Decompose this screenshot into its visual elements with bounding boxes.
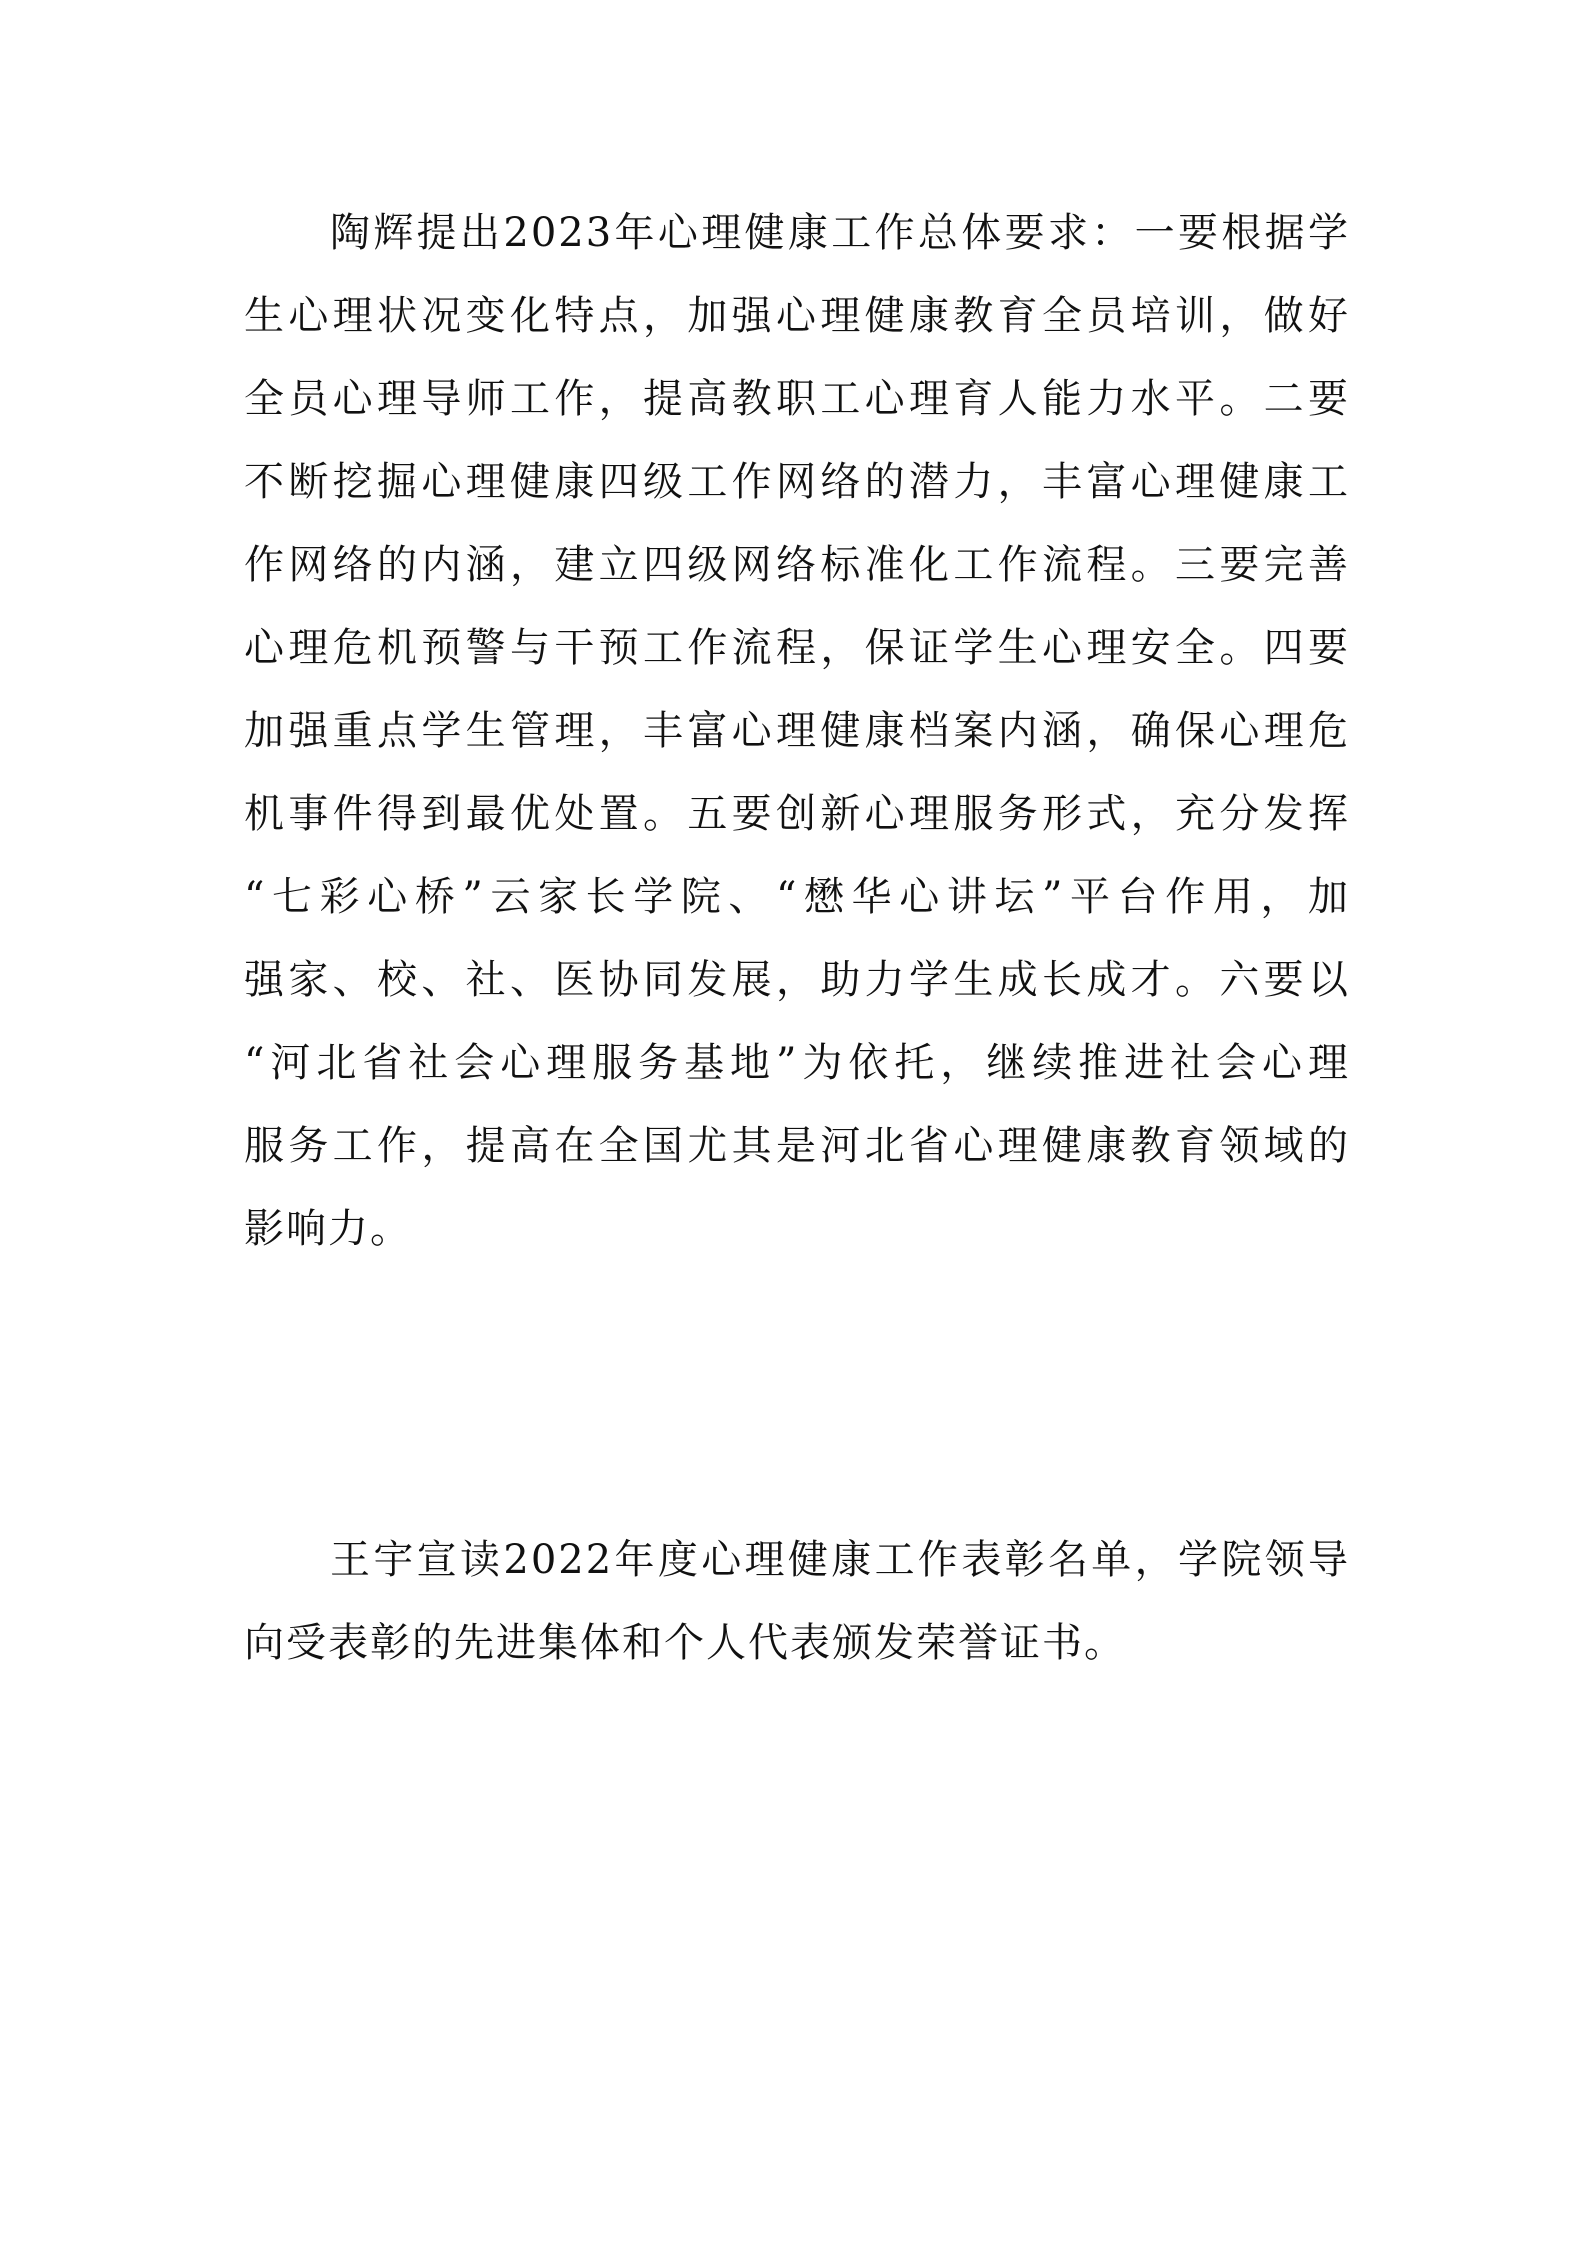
paragraph-line: 王宇宣读2022年度心理健康工作表彰名单，学院领导: [330, 1537, 1350, 1583]
paragraph-line: “河北省社会心理服务基地”为依托，继续推进社会心理: [244, 1040, 1350, 1086]
paragraph-line: 强家、校、社、医协同发展，助力学生成长成才。六要以: [244, 957, 1350, 1003]
paragraph-line: 服务工作，提高在全国尤其是河北省心理健康教育领域的: [244, 1123, 1350, 1169]
paragraph-line: 机事件得到最优处置。五要创新心理服务形式，充分发挥: [244, 791, 1350, 837]
paragraph-commendation: [244, 1519, 1350, 1685]
paragraph-line: 影响力。: [244, 1206, 412, 1252]
paragraph-line: 加强重点学生管理，丰富心理健康档案内涵，确保心理危: [244, 708, 1350, 754]
paragraph-requirements: [244, 192, 1350, 1271]
paragraph-line: 全员心理导师工作，提高教职工心理育人能力水平。二要: [244, 376, 1350, 422]
paragraph-line: 心理危机预警与干预工作流程，保证学生心理安全。四要: [244, 625, 1350, 671]
paragraph-line: 陶辉提出2023年心理健康工作总体要求：一要根据学: [330, 210, 1350, 256]
paragraph-line: 不断挖掘心理健康四级工作网络的潜力，丰富心理健康工: [244, 459, 1350, 505]
paragraph-line: 生心理状况变化特点，加强心理健康教育全员培训，做好: [244, 293, 1350, 339]
paragraph-spacer: [244, 1271, 1350, 1519]
paragraph-line: 作网络的内涵，建立四级网络标准化工作流程。三要完善: [244, 542, 1350, 588]
paragraph-line: 向受表彰的先进集体和个人代表颁发荣誉证书。: [244, 1620, 1126, 1666]
document-body: [244, 192, 1350, 1685]
paragraph-line: “七彩心桥”云家长学院、“懋华心讲坛”平台作用，加: [244, 874, 1350, 920]
